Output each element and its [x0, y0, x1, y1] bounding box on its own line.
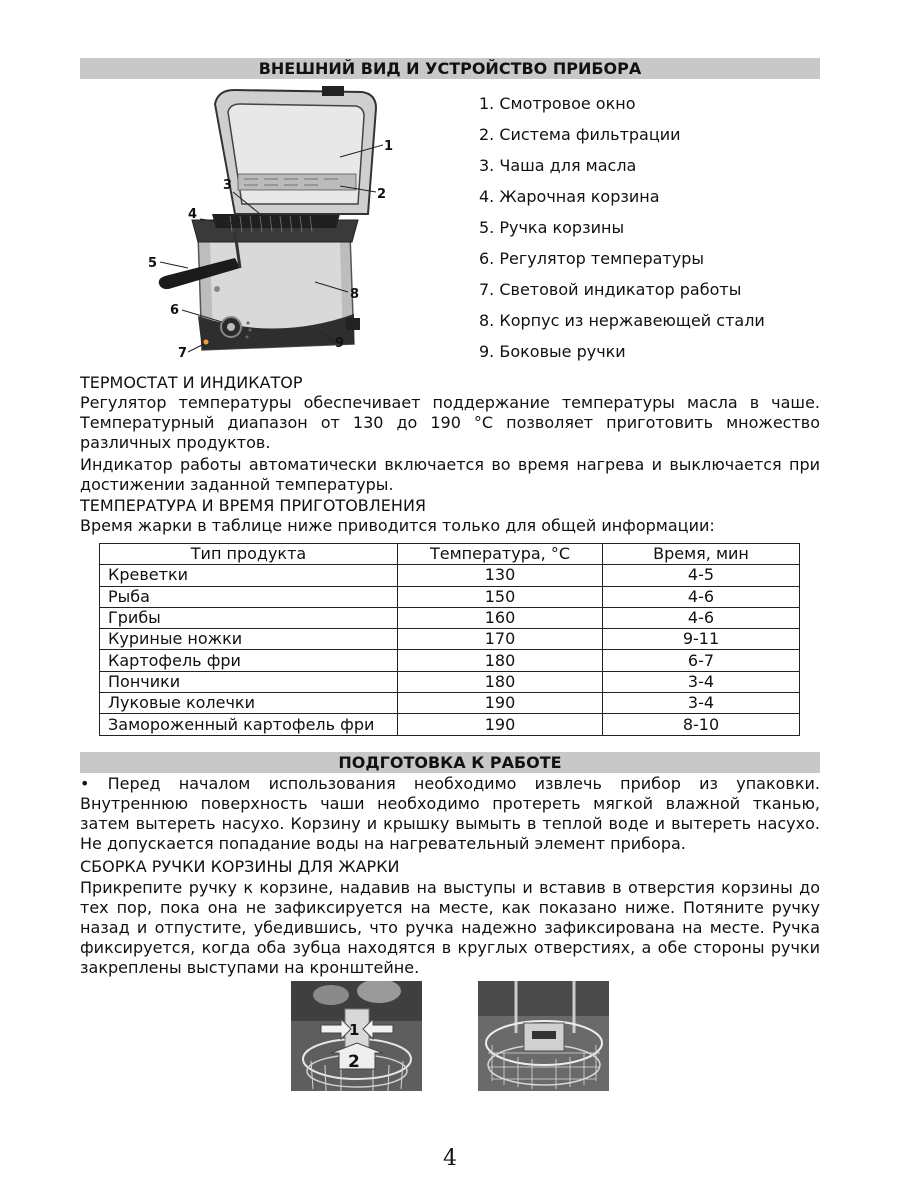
page-number: 4 [443, 1146, 457, 1171]
time-cell: 3-4 [603, 671, 800, 692]
table-row [100, 693, 800, 714]
photo-step-1: 1 [349, 1021, 360, 1039]
product-cell: Куриные ножки [100, 629, 398, 650]
callout-6: 6 [170, 303, 180, 318]
temperature-cell: 170 [398, 629, 603, 650]
product-cell: Замороженный картофель фри [100, 714, 398, 735]
temperature-cell: 160 [398, 607, 603, 628]
parts-list-item: 3. Чаша для масла [479, 156, 637, 175]
column-header-product: Тип продукта [100, 544, 398, 565]
temperature-cell: 190 [398, 693, 603, 714]
temperature-cell: 180 [398, 671, 603, 692]
temperature-cell: 150 [398, 586, 603, 607]
parts-list [479, 88, 819, 367]
time-cell: 4-5 [603, 565, 800, 586]
table-row [100, 650, 800, 671]
callout-9: 9 [335, 336, 345, 351]
time-cell: 8-10 [603, 714, 800, 735]
table-row [100, 671, 800, 692]
table-row [100, 565, 800, 586]
time-cell: 4-6 [603, 586, 800, 607]
handle-attached-photo [478, 981, 609, 1091]
parts-list-item: 5. Ручка корзины [479, 218, 625, 237]
column-header-temperature: Температура, °С [398, 544, 603, 565]
table-row [100, 714, 800, 735]
product-cell: Пончики [100, 671, 398, 692]
assembly-paragraph: Прикрепите ручку к корзине, надавив на выступы и вставив в отверстия корзины до тех пор, пока она не зафиксируется на месте, как показано ниже. Потяните ручку назад и отпустите, убедившись, что ручка надежно зафиксирована на месте. Ручка фиксируется, когда оба зубца находятся в круглых отверстиях, а обе стороны ручки закреплены выступами на кронштейне. [80, 878, 820, 977]
preparation-paragraph: • Перед началом использования необходимо извлечь прибор из упаковки. Внутреннюю поверхность чаши необходимо протереть мягкой влажной тканью, затем вытереть насухо. Корзину и крышку вымыть в теплой воде и вытереть насухо. Не допускается попадание воды на нагревательный элемент прибора. [80, 774, 820, 853]
product-cell: Рыба [100, 586, 398, 607]
cooking-table [99, 543, 800, 736]
callout-2: 2 [377, 187, 387, 202]
parts-list-item: 8. Корпус из нержавеющей стали [479, 311, 765, 330]
parts-list-item: 1. Смотровое окно [479, 94, 636, 113]
parts-list-item: 6. Регулятор температуры [479, 249, 704, 268]
indicator-paragraph: Индикатор работы автоматически включается во время нагрева и выключается при достижении заданной температуры. [80, 455, 820, 494]
parts-list-item: 2. Система фильтрации [479, 125, 681, 144]
product-cell: Картофель фри [100, 650, 398, 671]
table-row [100, 629, 800, 650]
column-header-time: Время, мин [603, 544, 800, 565]
callout-8: 8 [350, 287, 360, 302]
callout-1: 1 [384, 139, 394, 154]
photo-step-2: 2 [348, 1052, 360, 1072]
callout-5: 5 [148, 256, 158, 271]
parts-list-item: 7. Световой индикатор работы [479, 280, 742, 299]
temperature-cell: 130 [398, 565, 603, 586]
time-cell: 6-7 [603, 650, 800, 671]
cooking-intro: Время жарки в таблице ниже приводится только для общей информации: [80, 516, 715, 535]
section-title-appearance: ВНЕШНИЙ ВИД И УСТРОЙСТВО ПРИБОРА [80, 58, 820, 79]
product-cell: Креветки [100, 565, 398, 586]
table-header-row [100, 544, 800, 565]
product-cell: Луковые колечки [100, 693, 398, 714]
parts-list-item: 9. Боковые ручки [479, 342, 626, 361]
table-row [100, 607, 800, 628]
parts-list-item: 4. Жарочная корзина [479, 187, 660, 206]
time-cell: 4-6 [603, 607, 800, 628]
time-cell: 3-4 [603, 693, 800, 714]
time-cell: 9-11 [603, 629, 800, 650]
callout-7: 7 [178, 346, 188, 361]
product-cell: Грибы [100, 607, 398, 628]
cooking-heading: ТЕМПЕРАТУРА И ВРЕМЯ ПРИГОТОВЛЕНИЯ [80, 496, 427, 515]
thermostat-paragraph: Регулятор температуры обеспечивает поддержание температуры масла в чаше. Температурный диапазон от 130 до 190 °С позволяет приготовить множество различных продуктов. [80, 393, 820, 452]
fryer-diagram [140, 82, 395, 367]
thermostat-heading: ТЕРМОСТАТ И ИНДИКАТОР [80, 373, 303, 392]
temperature-cell: 180 [398, 650, 603, 671]
temperature-cell: 190 [398, 714, 603, 735]
assembly-heading: СБОРКА РУЧКИ КОРЗИНЫ ДЛЯ ЖАРКИ [80, 857, 400, 876]
section-title-preparation: ПОДГОТОВКА К РАБОТЕ [80, 752, 820, 773]
callout-3: 3 [223, 178, 233, 193]
table-row [100, 586, 800, 607]
callout-4: 4 [188, 207, 198, 222]
handle-attach-photo [291, 981, 422, 1091]
